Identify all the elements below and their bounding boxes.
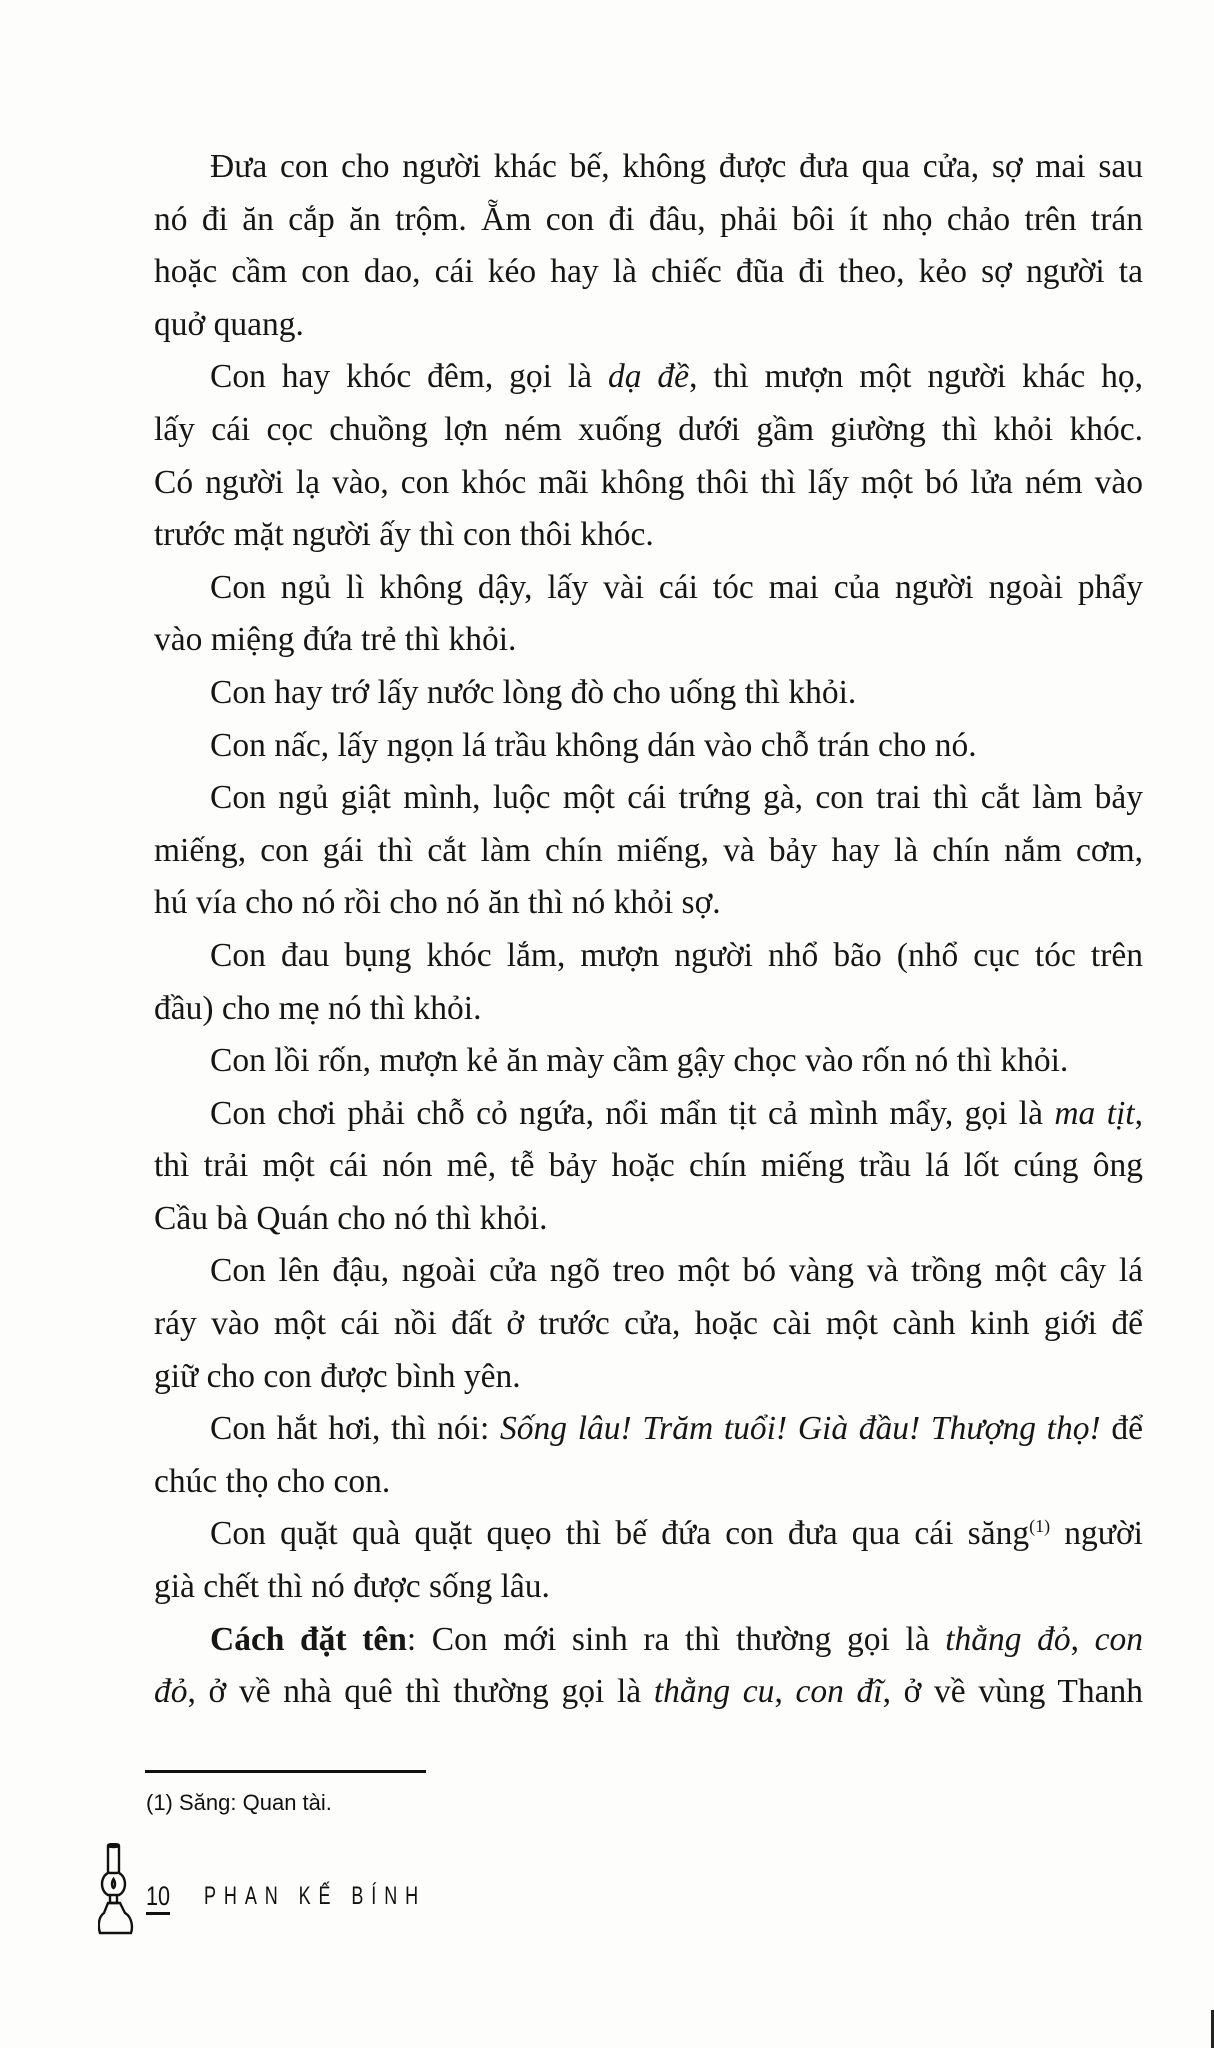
text-segment: quở quang.: [154, 305, 304, 343]
text-segment: Con ngủ lì không dậy, lấy vài cái tóc mai của người ngoài phẩy: [210, 568, 1143, 606]
body-text: [154, 141, 1143, 1719]
text-line: [154, 614, 1143, 667]
text-segment: hoặc cầm con dao, cái kéo hay là chiếc đũa đi theo, kẻo sợ người ta: [154, 253, 1143, 291]
italic-term: dạ đề: [608, 358, 690, 396]
text-segment: , ở về vùng Thanh: [882, 1673, 1143, 1711]
text-segment: chúc thọ cho con.: [154, 1462, 391, 1500]
text-line: [154, 1561, 1143, 1614]
text-line: [154, 246, 1143, 299]
text-line: [154, 1614, 1143, 1667]
text-segment: Con lồi rốn, mượn kẻ ăn mày cầm gậy chọc vào rốn nó thì khỏi.: [210, 1042, 1069, 1080]
text-segment: trước mặt người ấy thì con thôi khóc.: [154, 516, 654, 554]
text-line: [154, 667, 1143, 720]
text-line: [154, 1245, 1143, 1298]
text-segment: , ở về nhà quê thì thường gọi là: [187, 1673, 654, 1711]
text-line: [154, 772, 1143, 825]
text-line: [154, 825, 1143, 878]
text-line: [154, 562, 1143, 615]
text-line: [154, 1403, 1143, 1456]
italic-term: con đĩ: [795, 1673, 883, 1711]
text-line: [154, 404, 1143, 457]
footnote-ref: (1): [1029, 1516, 1051, 1537]
text-segment: Con quặt quà quặt quẹo thì bế đứa con đưa qua cái săng: [210, 1515, 1030, 1553]
text-segment: ,: [1070, 1620, 1095, 1658]
text-line: [154, 1666, 1143, 1719]
oil-lamp-icon: [98, 1843, 134, 1935]
text-segment: thì trải một cái nón mê, tễ bảy hoặc chín miếng trầu lá lốt cúng ông: [154, 1147, 1143, 1185]
text-line: [154, 983, 1143, 1036]
text-line: [154, 1456, 1143, 1509]
text-line: [154, 1035, 1143, 1088]
italic-term: ma tịt: [1054, 1094, 1135, 1132]
text-line: [154, 141, 1143, 194]
text-segment: Con ngủ giật mình, luộc một cái trứng gà, con trai thì cắt làm bảy: [210, 779, 1143, 817]
text-segment: người: [1050, 1515, 1143, 1553]
footnote: (1) Săng: Quan tài.: [146, 1790, 332, 1815]
running-header-author: PHAN KẾ BÍNH: [204, 1882, 427, 1910]
italic-term: Sống lâu! Trăm tuổi! Già đầu! Thượng thọ!: [499, 1410, 1101, 1448]
italic-term: đỏ: [154, 1673, 188, 1711]
text-line: [154, 1140, 1143, 1193]
text-segment: để: [1100, 1410, 1143, 1448]
page-number: 10: [146, 1880, 170, 1915]
text-segment: đầu) cho mẹ nó thì khỏi.: [154, 989, 482, 1027]
text-segment: miếng, con gái thì cắt làm chín miếng, và bảy hay là chín nắm cơm,: [154, 831, 1143, 869]
bold-heading: Cách đặt tên: [210, 1620, 407, 1658]
text-line: [154, 720, 1143, 773]
footnote-divider: [145, 1770, 426, 1773]
text-segment: Con lên đậu, ngoài cửa ngõ treo một bó vàng và trồng một cây lá: [210, 1252, 1143, 1290]
text-line: [154, 509, 1143, 562]
text-segment: Đưa con cho người khác bế, không được đưa qua cửa, sợ mai sau: [210, 148, 1143, 185]
text-line: [154, 1193, 1143, 1246]
text-segment: ráy vào một cái nồi đất ở trước cửa, hoặc cài một cành kinh giới để: [154, 1305, 1143, 1343]
text-segment: Con nấc, lấy ngọn lá trầu không dán vào chỗ trán cho nó.: [210, 726, 977, 764]
italic-term: con: [1094, 1620, 1143, 1658]
text-segment: Cầu bà Quán cho nó thì khỏi.: [154, 1199, 548, 1237]
text-segment: , thì mượn một người khác họ,: [689, 358, 1143, 396]
text-segment: lấy cái cọc chuồng lợn ném xuống dưới gầm giường thì khỏi khóc.: [154, 410, 1143, 448]
italic-term: thằng đỏ: [945, 1620, 1071, 1658]
text-line: [154, 930, 1143, 983]
text-segment: giữ cho con được bình yên.: [154, 1357, 521, 1395]
text-line: [154, 877, 1143, 930]
text-segment: Con hay trớ lấy nước lòng đò cho uống thì khỏi.: [210, 673, 857, 711]
text-segment: Có người lạ vào, con khóc mãi không thôi thì lấy một bó lửa ném vào: [154, 463, 1143, 501]
text-segment: : Con mới sinh ra thì thường gọi là: [406, 1620, 946, 1658]
text-segment: nó đi ăn cắp ăn trộm. Ẵm con đi đâu, phải bôi ít nhọ chảo trên trán: [154, 200, 1143, 238]
text-segment: già chết thì nó được sống lâu.: [154, 1568, 550, 1606]
text-line: [154, 1088, 1143, 1141]
text-line: [154, 1298, 1143, 1351]
text-segment: Con hay khóc đêm, gọi là: [210, 358, 608, 396]
text-segment: Con hắt hơi, thì nói:: [210, 1410, 500, 1448]
text-segment: hú vía cho nó rồi cho nó ăn thì nó khỏi sợ.: [154, 884, 721, 922]
text-line: [154, 457, 1143, 510]
text-segment: ,: [1134, 1094, 1143, 1132]
italic-term: thằng cu: [653, 1673, 775, 1711]
text-segment: Con đau bụng khóc lắm, mượn người nhổ bão (nhổ cục tóc trên: [210, 936, 1143, 974]
text-line: [154, 299, 1143, 352]
text-line: [154, 351, 1143, 404]
text-segment: vào miệng đứa trẻ thì khỏi.: [154, 621, 517, 659]
text-line: [154, 194, 1143, 247]
text-line: [154, 1508, 1143, 1561]
text-segment: ,: [774, 1673, 796, 1711]
text-segment: Con chơi phải chỗ cỏ ngứa, nổi mẩn tịt cả mình mẩy, gọi là: [210, 1094, 1055, 1132]
text-line: [154, 1351, 1143, 1404]
